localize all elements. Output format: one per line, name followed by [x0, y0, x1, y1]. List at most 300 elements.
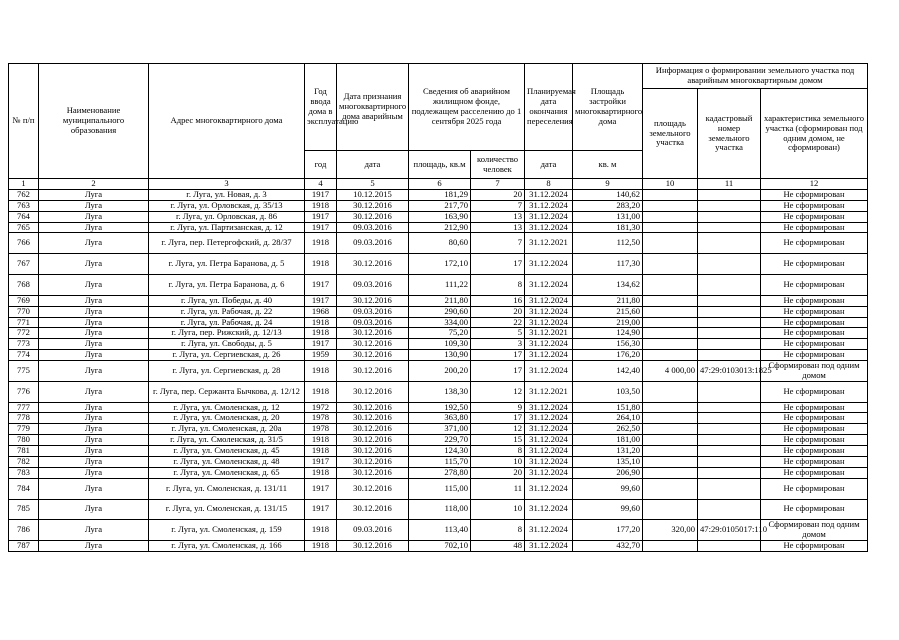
- address-cell: г. Луга, ул. Петра Баранова, д. 6: [149, 274, 305, 295]
- year-built-cell: 1918: [305, 435, 337, 446]
- municipality-cell: Луга: [39, 317, 149, 328]
- row-number-cell: 776: [9, 381, 39, 402]
- people-count-cell: 10: [471, 499, 525, 520]
- address-cell: г. Луга, ул. Партизанская, д. 12: [149, 222, 305, 233]
- land-area-cell: [643, 381, 698, 402]
- planned-end-date-cell: 31.12.2024: [525, 254, 573, 275]
- table-row: [9, 274, 868, 295]
- cadastral-number-cell: [698, 456, 761, 467]
- planned-end-date-cell: 31.12.2024: [525, 478, 573, 499]
- emergency-date-cell: 09.03.2016: [337, 274, 409, 295]
- header-emergency-fund: Сведения об аварийном жилищном фонде, подлежащем расселению до 1 сентября 2025 года: [409, 64, 525, 151]
- planned-end-date-cell: 31.12.2024: [525, 435, 573, 446]
- address-cell: г. Луга, ул. Победы, д. 40: [149, 295, 305, 306]
- land-status-cell: Не сформирован: [761, 402, 868, 413]
- planned-end-date-cell: 31.12.2024: [525, 200, 573, 211]
- year-built-cell: 1918: [305, 446, 337, 457]
- unit-building-area: кв. м: [573, 151, 643, 179]
- year-built-cell: 1917: [305, 478, 337, 499]
- land-status-cell: Не сформирован: [761, 381, 868, 402]
- municipality-cell: Луга: [39, 339, 149, 350]
- header-year-built: Год ввода дома в эксплуатацию: [305, 64, 337, 151]
- year-built-cell: 1918: [305, 541, 337, 552]
- land-status-cell: Не сформирован: [761, 350, 868, 361]
- land-area-cell: 4 000,00: [643, 361, 698, 382]
- building-area-cell: 283,20: [573, 200, 643, 211]
- address-cell: г. Луга, ул. Смоленская, д. 45: [149, 446, 305, 457]
- column-number: 8: [525, 179, 573, 190]
- address-cell: г. Луга, ул. Смоленская, д. 20а: [149, 424, 305, 435]
- land-area-cell: [643, 317, 698, 328]
- table-row: [9, 381, 868, 402]
- row-number-cell: 763: [9, 200, 39, 211]
- year-built-cell: 1978: [305, 413, 337, 424]
- fund-area-cell: 130,90: [409, 350, 471, 361]
- municipality-cell: Луга: [39, 381, 149, 402]
- fund-area-cell: 290,60: [409, 306, 471, 317]
- people-count-cell: 15: [471, 435, 525, 446]
- fund-area-cell: 278,80: [409, 467, 471, 478]
- address-cell: г. Луга, ул. Новая, д. 3: [149, 189, 305, 200]
- municipality-cell: Луга: [39, 254, 149, 275]
- planned-end-date-cell: 31.12.2024: [525, 211, 573, 222]
- planned-end-date-cell: 31.12.2024: [525, 274, 573, 295]
- row-number-cell: 774: [9, 350, 39, 361]
- building-area-cell: 99,60: [573, 478, 643, 499]
- table-row: [9, 328, 868, 339]
- fund-area-cell: 138,30: [409, 381, 471, 402]
- header-address: Адрес многоквартирного дома: [149, 64, 305, 179]
- land-area-cell: [643, 424, 698, 435]
- cadastral-number-cell: [698, 478, 761, 499]
- land-status-cell: Не сформирован: [761, 328, 868, 339]
- planned-end-date-cell: 31.12.2024: [525, 189, 573, 200]
- land-area-cell: [643, 350, 698, 361]
- land-status-cell: Не сформирован: [761, 467, 868, 478]
- address-cell: г. Луга, ул. Рабочая, д. 22: [149, 306, 305, 317]
- building-area-cell: 215,60: [573, 306, 643, 317]
- cadastral-number-cell: [698, 541, 761, 552]
- row-number-cell: 767: [9, 254, 39, 275]
- emergency-date-cell: 30.12.2016: [337, 328, 409, 339]
- column-number: 7: [471, 179, 525, 190]
- column-number: 2: [39, 179, 149, 190]
- land-area-cell: [643, 306, 698, 317]
- year-built-cell: 1918: [305, 233, 337, 254]
- column-number: 5: [337, 179, 409, 190]
- address-cell: г. Луга, ул. Орловская, д. 86: [149, 211, 305, 222]
- planned-end-date-cell: 31.12.2021: [525, 381, 573, 402]
- emergency-date-cell: 30.12.2016: [337, 200, 409, 211]
- emergency-date-cell: 30.12.2016: [337, 467, 409, 478]
- planned-end-date-cell: 31.12.2024: [525, 456, 573, 467]
- year-built-cell: 1968: [305, 306, 337, 317]
- land-status-cell: Не сформирован: [761, 499, 868, 520]
- building-area-cell: 131,20: [573, 446, 643, 457]
- column-number: 6: [409, 179, 471, 190]
- address-cell: г. Луга, ул. Смоленская, д. 131/15: [149, 499, 305, 520]
- address-cell: г. Луга, ул. Смоленская, д. 166: [149, 541, 305, 552]
- cadastral-number-cell: [698, 350, 761, 361]
- land-area-cell: [643, 435, 698, 446]
- municipality-cell: Луга: [39, 361, 149, 382]
- land-status-cell: Не сформирован: [761, 413, 868, 424]
- municipality-cell: Луга: [39, 233, 149, 254]
- emergency-date-cell: 09.03.2016: [337, 233, 409, 254]
- row-number-cell: 779: [9, 424, 39, 435]
- table-row: [9, 424, 868, 435]
- people-count-cell: 20: [471, 467, 525, 478]
- people-count-cell: 11: [471, 478, 525, 499]
- fund-area-cell: 371,00: [409, 424, 471, 435]
- municipality-cell: Луга: [39, 222, 149, 233]
- year-built-cell: 1918: [305, 200, 337, 211]
- planned-end-date-cell: 31.12.2024: [525, 295, 573, 306]
- building-area-cell: 177,20: [573, 520, 643, 541]
- table-row: [9, 435, 868, 446]
- land-area-cell: [643, 233, 698, 254]
- land-area-cell: [643, 541, 698, 552]
- fund-area-cell: 115,70: [409, 456, 471, 467]
- header-land-plot-group: Информация о формировании земельного участка под аварийным многоквартирным домом: [643, 64, 868, 89]
- emergency-date-cell: 30.12.2016: [337, 339, 409, 350]
- table-row: [9, 317, 868, 328]
- year-built-cell: 1917: [305, 456, 337, 467]
- people-count-cell: 12: [471, 424, 525, 435]
- planned-end-date-cell: 31.12.2024: [525, 317, 573, 328]
- building-area-cell: 219,00: [573, 317, 643, 328]
- year-built-cell: 1917: [305, 339, 337, 350]
- table-row: [9, 520, 868, 541]
- table-row: [9, 456, 868, 467]
- municipality-cell: Луга: [39, 413, 149, 424]
- municipality-cell: Луга: [39, 211, 149, 222]
- land-status-cell: Не сформирован: [761, 478, 868, 499]
- people-count-cell: 17: [471, 350, 525, 361]
- column-numbers-row: [9, 179, 868, 190]
- emergency-date-cell: 10.12.2015: [337, 189, 409, 200]
- land-status-cell: Не сформирован: [761, 200, 868, 211]
- building-area-cell: 211,80: [573, 295, 643, 306]
- year-built-cell: 1918: [305, 381, 337, 402]
- fund-area-cell: 211,80: [409, 295, 471, 306]
- year-built-cell: 1918: [305, 467, 337, 478]
- people-count-cell: 22: [471, 317, 525, 328]
- table-row: [9, 339, 868, 350]
- table-row: [9, 211, 868, 222]
- fund-area-cell: 118,00: [409, 499, 471, 520]
- land-area-cell: [643, 254, 698, 275]
- municipality-cell: Луга: [39, 402, 149, 413]
- emergency-date-cell: 30.12.2016: [337, 456, 409, 467]
- municipality-cell: Луга: [39, 467, 149, 478]
- fund-area-cell: 80,60: [409, 233, 471, 254]
- people-count-cell: 7: [471, 200, 525, 211]
- row-number-cell: 771: [9, 317, 39, 328]
- fund-area-cell: 124,30: [409, 446, 471, 457]
- year-built-cell: 1917: [305, 189, 337, 200]
- year-built-cell: 1917: [305, 274, 337, 295]
- planned-end-date-cell: 31.12.2021: [525, 233, 573, 254]
- building-area-cell: 142,40: [573, 361, 643, 382]
- unit-end-date: дата: [525, 151, 573, 179]
- emergency-date-cell: 30.12.2016: [337, 499, 409, 520]
- fund-area-cell: 113,40: [409, 520, 471, 541]
- cadastral-number-cell: [698, 424, 761, 435]
- table-body: [9, 179, 868, 552]
- municipality-cell: Луга: [39, 189, 149, 200]
- building-area-cell: 176,20: [573, 350, 643, 361]
- address-cell: г. Луга, ул. Смоленская, д. 131/11: [149, 478, 305, 499]
- fund-area-cell: 115,00: [409, 478, 471, 499]
- land-area-cell: [643, 274, 698, 295]
- fund-area-cell: 702,10: [409, 541, 471, 552]
- building-area-cell: 181,30: [573, 222, 643, 233]
- land-status-cell: Не сформирован: [761, 274, 868, 295]
- year-built-cell: 1917: [305, 295, 337, 306]
- emergency-date-cell: 09.03.2016: [337, 317, 409, 328]
- emergency-date-cell: 30.12.2016: [337, 402, 409, 413]
- emergency-date-cell: 30.12.2016: [337, 361, 409, 382]
- land-status-cell: Не сформирован: [761, 541, 868, 552]
- row-number-cell: 782: [9, 456, 39, 467]
- emergency-date-cell: 30.12.2016: [337, 541, 409, 552]
- municipality-cell: Луга: [39, 478, 149, 499]
- planned-end-date-cell: 31.12.2024: [525, 339, 573, 350]
- year-built-cell: 1918: [305, 361, 337, 382]
- cadastral-number-cell: [698, 222, 761, 233]
- planned-end-date-cell: 31.12.2024: [525, 467, 573, 478]
- header-planned-end: Планируемая дата окончания переселения: [525, 64, 573, 151]
- fund-area-cell: 163,90: [409, 211, 471, 222]
- row-number-cell: 778: [9, 413, 39, 424]
- land-area-cell: [643, 478, 698, 499]
- header-municipality: Наименование муниципального образования: [39, 64, 149, 179]
- table-row: [9, 254, 868, 275]
- year-built-cell: 1959: [305, 350, 337, 361]
- unit-date: дата: [337, 151, 409, 179]
- land-area-cell: 320,00: [643, 520, 698, 541]
- emergency-date-cell: 30.12.2016: [337, 446, 409, 457]
- municipality-cell: Луга: [39, 306, 149, 317]
- fund-area-cell: 172,10: [409, 254, 471, 275]
- row-number-cell: 770: [9, 306, 39, 317]
- land-status-cell: Не сформирован: [761, 295, 868, 306]
- planned-end-date-cell: 31.12.2024: [525, 446, 573, 457]
- column-number: 12: [761, 179, 868, 190]
- emergency-date-cell: 30.12.2016: [337, 478, 409, 499]
- fund-area-cell: 75,20: [409, 328, 471, 339]
- building-area-cell: 103,50: [573, 381, 643, 402]
- cadastral-number-cell: [698, 200, 761, 211]
- emergency-date-cell: 30.12.2016: [337, 435, 409, 446]
- row-number-cell: 777: [9, 402, 39, 413]
- people-count-cell: 12: [471, 381, 525, 402]
- address-cell: г. Луга, ул. Смоленская, д. 48: [149, 456, 305, 467]
- land-status-cell: Не сформирован: [761, 233, 868, 254]
- cadastral-number-cell: [698, 274, 761, 295]
- land-status-cell: Не сформирован: [761, 435, 868, 446]
- building-area-cell: 206,90: [573, 467, 643, 478]
- row-number-cell: 781: [9, 446, 39, 457]
- people-count-cell: 5: [471, 328, 525, 339]
- emergency-date-cell: 30.12.2016: [337, 424, 409, 435]
- land-status-cell: Не сформирован: [761, 254, 868, 275]
- planned-end-date-cell: 31.12.2021: [525, 328, 573, 339]
- table-row: [9, 499, 868, 520]
- municipality-cell: Луга: [39, 435, 149, 446]
- row-number-cell: 773: [9, 339, 39, 350]
- emergency-date-cell: 30.12.2016: [337, 211, 409, 222]
- table-row: [9, 361, 868, 382]
- building-area-cell: 134,62: [573, 274, 643, 295]
- cadastral-number-cell: [698, 402, 761, 413]
- emergency-date-cell: 30.12.2016: [337, 295, 409, 306]
- table-row: [9, 541, 868, 552]
- header-cadastral-number: кадастровый номер земельного участка: [698, 89, 761, 179]
- fund-area-cell: 181,29: [409, 189, 471, 200]
- building-area-cell: 262,50: [573, 424, 643, 435]
- people-count-cell: 8: [471, 274, 525, 295]
- land-area-cell: [643, 328, 698, 339]
- planned-end-date-cell: 31.12.2024: [525, 413, 573, 424]
- municipality-cell: Луга: [39, 541, 149, 552]
- cadastral-number-cell: [698, 295, 761, 306]
- emergency-date-cell: 30.12.2016: [337, 381, 409, 402]
- address-cell: г. Луга, пер. Рижский, д. 12/13: [149, 328, 305, 339]
- land-status-cell: Не сформирован: [761, 211, 868, 222]
- people-count-cell: 20: [471, 189, 525, 200]
- row-number-cell: 780: [9, 435, 39, 446]
- table-row: [9, 402, 868, 413]
- column-number: 9: [573, 179, 643, 190]
- land-status-cell: Сформирован под одним домом: [761, 361, 868, 382]
- fund-area-cell: 363,80: [409, 413, 471, 424]
- people-count-cell: 17: [471, 413, 525, 424]
- planned-end-date-cell: 31.12.2024: [525, 520, 573, 541]
- address-cell: г. Луга, ул. Смоленская, д. 65: [149, 467, 305, 478]
- fund-area-cell: 200,20: [409, 361, 471, 382]
- address-cell: г. Луга, ул. Сергиевская, д. 26: [149, 350, 305, 361]
- planned-end-date-cell: 31.12.2024: [525, 424, 573, 435]
- emergency-date-cell: 30.12.2016: [337, 413, 409, 424]
- municipality-cell: Луга: [39, 446, 149, 457]
- emergency-date-cell: 09.03.2016: [337, 306, 409, 317]
- address-cell: г. Луга, пер. Сержанта Бычкова, д. 12/12: [149, 381, 305, 402]
- building-area-cell: 131,00: [573, 211, 643, 222]
- people-count-cell: 7: [471, 233, 525, 254]
- address-cell: г. Луга, ул. Орловская, д. 35/13: [149, 200, 305, 211]
- year-built-cell: 1972: [305, 402, 337, 413]
- planned-end-date-cell: 31.12.2024: [525, 222, 573, 233]
- cadastral-number-cell: 47:29:0105017:110: [698, 520, 761, 541]
- land-status-cell: Не сформирован: [761, 306, 868, 317]
- row-number-cell: 783: [9, 467, 39, 478]
- cadastral-number-cell: [698, 446, 761, 457]
- fund-area-cell: 109,30: [409, 339, 471, 350]
- table-row: [9, 295, 868, 306]
- people-count-cell: 17: [471, 361, 525, 382]
- row-number-cell: 765: [9, 222, 39, 233]
- header-row-number: № п/п: [9, 64, 39, 179]
- municipality-cell: Луга: [39, 328, 149, 339]
- municipality-cell: Луга: [39, 295, 149, 306]
- unit-people: количество человек: [471, 151, 525, 179]
- address-cell: г. Луга, пер. Петергофский, д. 28/37: [149, 233, 305, 254]
- planned-end-date-cell: 31.12.2024: [525, 402, 573, 413]
- land-area-cell: [643, 222, 698, 233]
- table-row: [9, 446, 868, 457]
- land-status-cell: Не сформирован: [761, 189, 868, 200]
- table-row: [9, 222, 868, 233]
- cadastral-number-cell: [698, 211, 761, 222]
- land-status-cell: Не сформирован: [761, 222, 868, 233]
- land-area-cell: [643, 402, 698, 413]
- planned-end-date-cell: 31.12.2024: [525, 541, 573, 552]
- year-built-cell: 1917: [305, 499, 337, 520]
- building-area-cell: 117,30: [573, 254, 643, 275]
- people-count-cell: 3: [471, 339, 525, 350]
- row-number-cell: 766: [9, 233, 39, 254]
- people-count-cell: 13: [471, 211, 525, 222]
- people-count-cell: 16: [471, 295, 525, 306]
- address-cell: г. Луга, ул. Свободы, д. 5: [149, 339, 305, 350]
- municipality-cell: Луга: [39, 200, 149, 211]
- building-area-cell: 264,10: [573, 413, 643, 424]
- cadastral-number-cell: [698, 306, 761, 317]
- emergency-date-cell: 30.12.2016: [337, 254, 409, 275]
- land-area-cell: [643, 211, 698, 222]
- cadastral-number-cell: [698, 435, 761, 446]
- address-cell: г. Луга, ул. Смоленская, д. 20: [149, 413, 305, 424]
- table-row: [9, 306, 868, 317]
- year-built-cell: 1917: [305, 222, 337, 233]
- table-row: [9, 467, 868, 478]
- cadastral-number-cell: [698, 467, 761, 478]
- fund-area-cell: 334,00: [409, 317, 471, 328]
- land-status-cell: Не сформирован: [761, 317, 868, 328]
- building-area-cell: 432,70: [573, 541, 643, 552]
- year-built-cell: 1917: [305, 211, 337, 222]
- column-number: 11: [698, 179, 761, 190]
- land-area-cell: [643, 339, 698, 350]
- table-row: [9, 200, 868, 211]
- municipality-cell: Луга: [39, 350, 149, 361]
- year-built-cell: 1918: [305, 254, 337, 275]
- cadastral-number-cell: [698, 499, 761, 520]
- row-number-cell: 784: [9, 478, 39, 499]
- cadastral-number-cell: [698, 254, 761, 275]
- row-number-cell: 762: [9, 189, 39, 200]
- column-number: 3: [149, 179, 305, 190]
- cadastral-number-cell: [698, 189, 761, 200]
- row-number-cell: 775: [9, 361, 39, 382]
- row-number-cell: 764: [9, 211, 39, 222]
- header-building-area: Площадь застройки многоквартирного дома: [573, 64, 643, 151]
- people-count-cell: 48: [471, 541, 525, 552]
- cadastral-number-cell: [698, 381, 761, 402]
- cadastral-number-cell: [698, 233, 761, 254]
- land-status-cell: Сформирован под одним домом: [761, 520, 868, 541]
- land-area-cell: [643, 200, 698, 211]
- address-cell: г. Луга, ул. Смоленская, д. 159: [149, 520, 305, 541]
- building-area-cell: 99,60: [573, 499, 643, 520]
- emergency-housing-table: [8, 63, 868, 552]
- column-number: 10: [643, 179, 698, 190]
- row-number-cell: 772: [9, 328, 39, 339]
- unit-area: площадь, кв.м: [409, 151, 471, 179]
- building-area-cell: 140,62: [573, 189, 643, 200]
